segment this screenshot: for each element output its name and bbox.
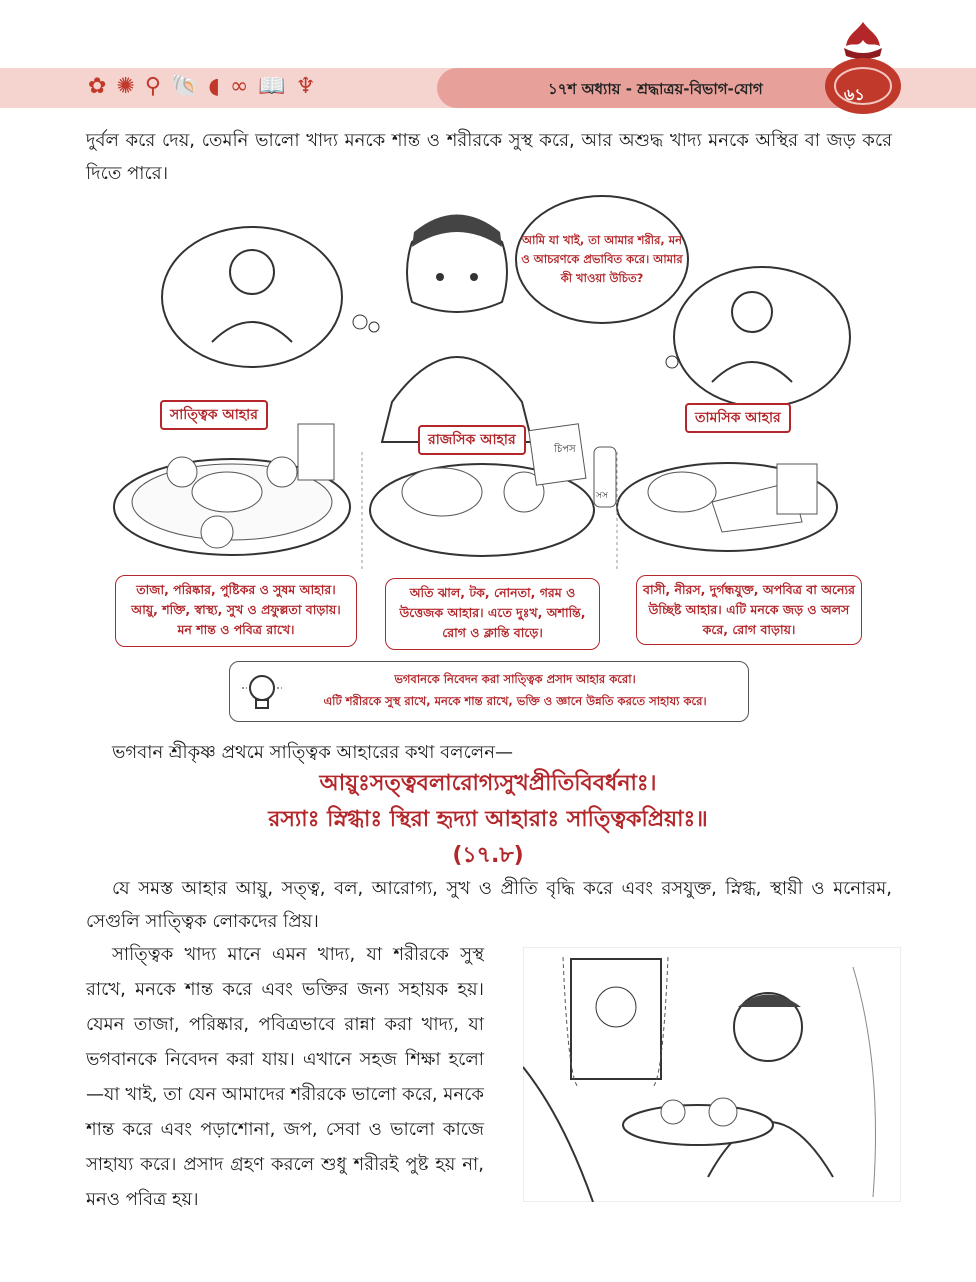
conch-icon: 🐚 (171, 74, 199, 99)
verse-line-2: রস্যাঃ স্নিগ্ধাঃ স্থিরা হৃদ্যা আহারাঃ সাত্ত্বিকপ্রিয়াঃ॥ (268, 807, 708, 832)
page-number: ৬১ (844, 85, 865, 104)
thought-bubble-text: আমি যা খাই, তা আমার শরীর, মন ও আচরণকে প্রভাবিত করে। আমার কী খাওয়া উচিত? (521, 233, 683, 285)
sauce-label: সস (596, 491, 608, 501)
rajasic-label: রাজসিক আহার (418, 425, 526, 455)
book-icon: 📖 (258, 74, 286, 99)
sick-boy-thought (666, 267, 850, 407)
healthy-boy-thought (162, 227, 379, 367)
drum-icon: ◖ (208, 74, 220, 99)
ladle-icon: ⚲ (144, 74, 161, 99)
lead-in-text: ভগবান শ্রীকৃষ্ণ প্রথমে সাত্ত্বিক আহারের কথা বললেন— (112, 742, 513, 763)
tip-box (229, 661, 749, 722)
explanation-paragraph: সাত্ত্বিক খাদ্য মানে এমন খাদ্য, যা শরীরকে সুস্থ রাখে, মনকে শান্ত করে এবং ভক্তির জন্য সহায়ক হয়। যেমন তাজা, পরিষ্কার, পবিত্রভাবে রান্না করা খাদ্য, যা ভগবানকে নিবেদন করা যায়। এখানে সহজ শিক্ষা হলো—যা খাই, তা যেন আমাদের শরীরকে ভালো করে, মনকে শান্ত করে এবং পড়াশোনা, জপ, সেবা ও ভালো কাজে সাহায্য করে। প্রসাদ গ্রহণ করলে শুধু শরীরই পুষ্ট হয় না, মনও পবিত্র হয়। (86, 944, 484, 1210)
tamasic-description: বাসী, নীরস, দুর্গন্ধযুক্ত, অপবিত্র বা অন্যের উচ্ছিষ্ট আহার। এটি মনকে জড় ও অলস করে, রোগ বাড়ায়। (636, 575, 862, 645)
thought-bubble (515, 195, 689, 324)
chapter-title: ১৭শ অধ্যায় - শ্রদ্ধাত্রয়-বিভাগ-যোগ (548, 80, 763, 98)
chakra-icon: ✺ (116, 74, 135, 99)
lotus-icon: ✿ (88, 74, 107, 99)
tip-line-1: ভগবানকে নিবেদন করা সাত্ত্বিক প্রসাদ আহার করো। (394, 672, 636, 686)
cymbals-icon: ∞ (230, 74, 249, 99)
sattvic-description: তাজা, পরিষ্কার, পুষ্টিকর ও সুষম আহার। আয়ু, শক্তি, স্বাস্থ্য, সুখ ও প্রফুল্লতা বাড়ায়। মন শান্ত ও পবিত্র রাখে। (115, 575, 357, 647)
sattvic-plate (114, 424, 350, 555)
lightbulb-icon (240, 668, 284, 716)
tamasic-plate (617, 463, 837, 551)
chips-label: চিপস (554, 444, 576, 455)
tamasic-label: তামসিক আহার (685, 403, 791, 433)
sattvic-label: সাত্ত্বিক আহার (160, 400, 268, 430)
thinking-boy (382, 215, 532, 443)
intro-paragraph: দুর্বল করে দেয়, তেমনি ভালো খাদ্য মনকে শান্ত ও শরীরকে সুস্থ করে, আর অশুদ্ধ খাদ্য মনকে অস্থির বা জড় করে দিতে পারে। (86, 130, 892, 184)
tip-text (290, 668, 740, 712)
verse-reference: (১৭.৮) (452, 843, 524, 868)
rajasic-description: অতি ঝাল, টক, নোনতা, গরম ও উত্তেজক আহার। এতে দুঃখ, অশান্তি, রোগ ও ক্লান্তি বাড়ে। (385, 578, 600, 650)
header-icon-row (88, 74, 315, 100)
translation-paragraph: যে সমস্ত আহার আয়ু, সত্ত্ব, বল, আরোগ্য, সুখ ও প্রীতি বৃদ্ধি করে এবং রসযুক্ত, স্নিগ্ধ, স্থায়ী ও মনোরম, সেগুলি সাত্ত্বিক লোকদের প্রিয়। (86, 878, 892, 932)
tip-line-2: এটি শরীরকে সুস্থ রাখে, মনকে শান্ত রাখে, ভক্তি ও জ্ঞানে উন্নতি করতে সাহায্য করে। (323, 694, 707, 708)
offering-illustration (523, 947, 901, 1202)
verse-line-1: আয়ুঃসত্ত্ববলারোগ্যসুখপ্রীতিবিবর্ধনাঃ। (319, 771, 657, 796)
lamp-icon: ♆ (295, 74, 316, 99)
